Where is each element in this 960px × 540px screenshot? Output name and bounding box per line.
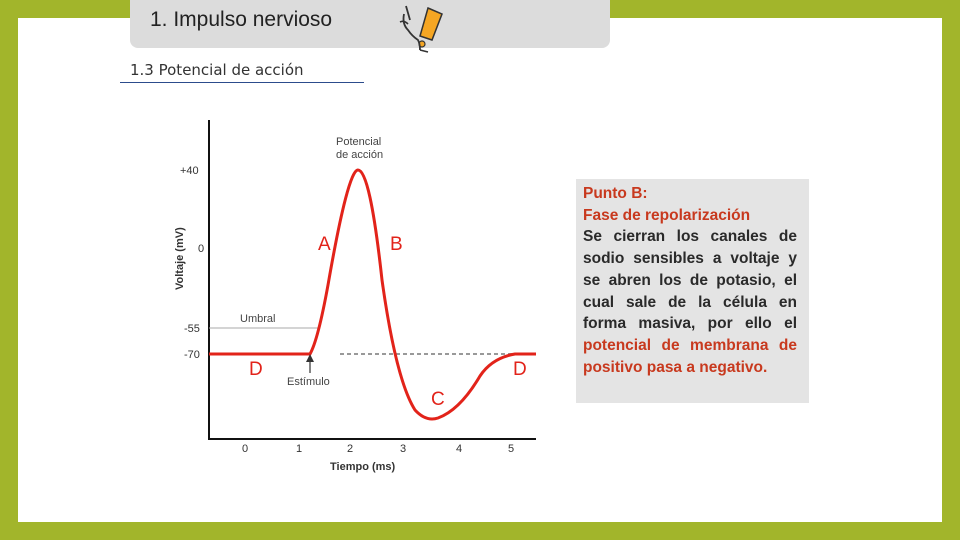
x-tick-label: 5 bbox=[508, 443, 515, 455]
point-d-right-label: D bbox=[513, 359, 527, 380]
info-phase: Fase de repolarización bbox=[583, 206, 751, 224]
y-tick-label: -55 bbox=[184, 323, 200, 335]
peak-label: Potencial bbox=[336, 136, 382, 148]
x-tick-label: 4 bbox=[456, 443, 463, 455]
action-potential-curve bbox=[209, 170, 536, 419]
action-potential-graph bbox=[160, 110, 550, 480]
x-tick-label: 2 bbox=[347, 443, 354, 455]
info-highlight: potencial de membrana de positivo pasa a negativo. bbox=[583, 336, 797, 376]
point-b-label: B bbox=[390, 234, 403, 255]
peak-label: de acción bbox=[336, 149, 384, 161]
point-a-label: A bbox=[318, 234, 331, 255]
x-tick-label: 1 bbox=[296, 443, 303, 455]
y-tick-label: +40 bbox=[180, 165, 199, 177]
stimulus-label: Estímulo bbox=[287, 376, 330, 388]
x-tick-label: 0 bbox=[242, 443, 249, 455]
info-body: Se cierran los canales de sodio sensibles a voltaje y se abren los de potasio, el cual sale de la célula en forma masiva, por ello el bbox=[583, 228, 797, 333]
point-c-label: C bbox=[431, 389, 445, 410]
x-axis-label: Tiempo (ms) bbox=[330, 461, 396, 473]
x-tick-label: 3 bbox=[400, 443, 407, 455]
section-subtitle: 1.3 Potencial de acción bbox=[130, 61, 304, 79]
point-d-left-label: D bbox=[249, 359, 263, 380]
info-text bbox=[583, 183, 797, 378]
threshold-label: Umbral bbox=[240, 313, 276, 325]
y-tick-label: -70 bbox=[184, 349, 200, 361]
y-axis-label: Voltaje (mV) bbox=[174, 227, 186, 290]
subtitle-underline bbox=[120, 82, 364, 83]
y-tick-label: 0 bbox=[198, 243, 205, 255]
page-title: 1. Impulso nervioso bbox=[150, 8, 333, 31]
info-heading: Punto B: bbox=[583, 185, 648, 202]
pointing-hand-icon bbox=[398, 0, 450, 56]
